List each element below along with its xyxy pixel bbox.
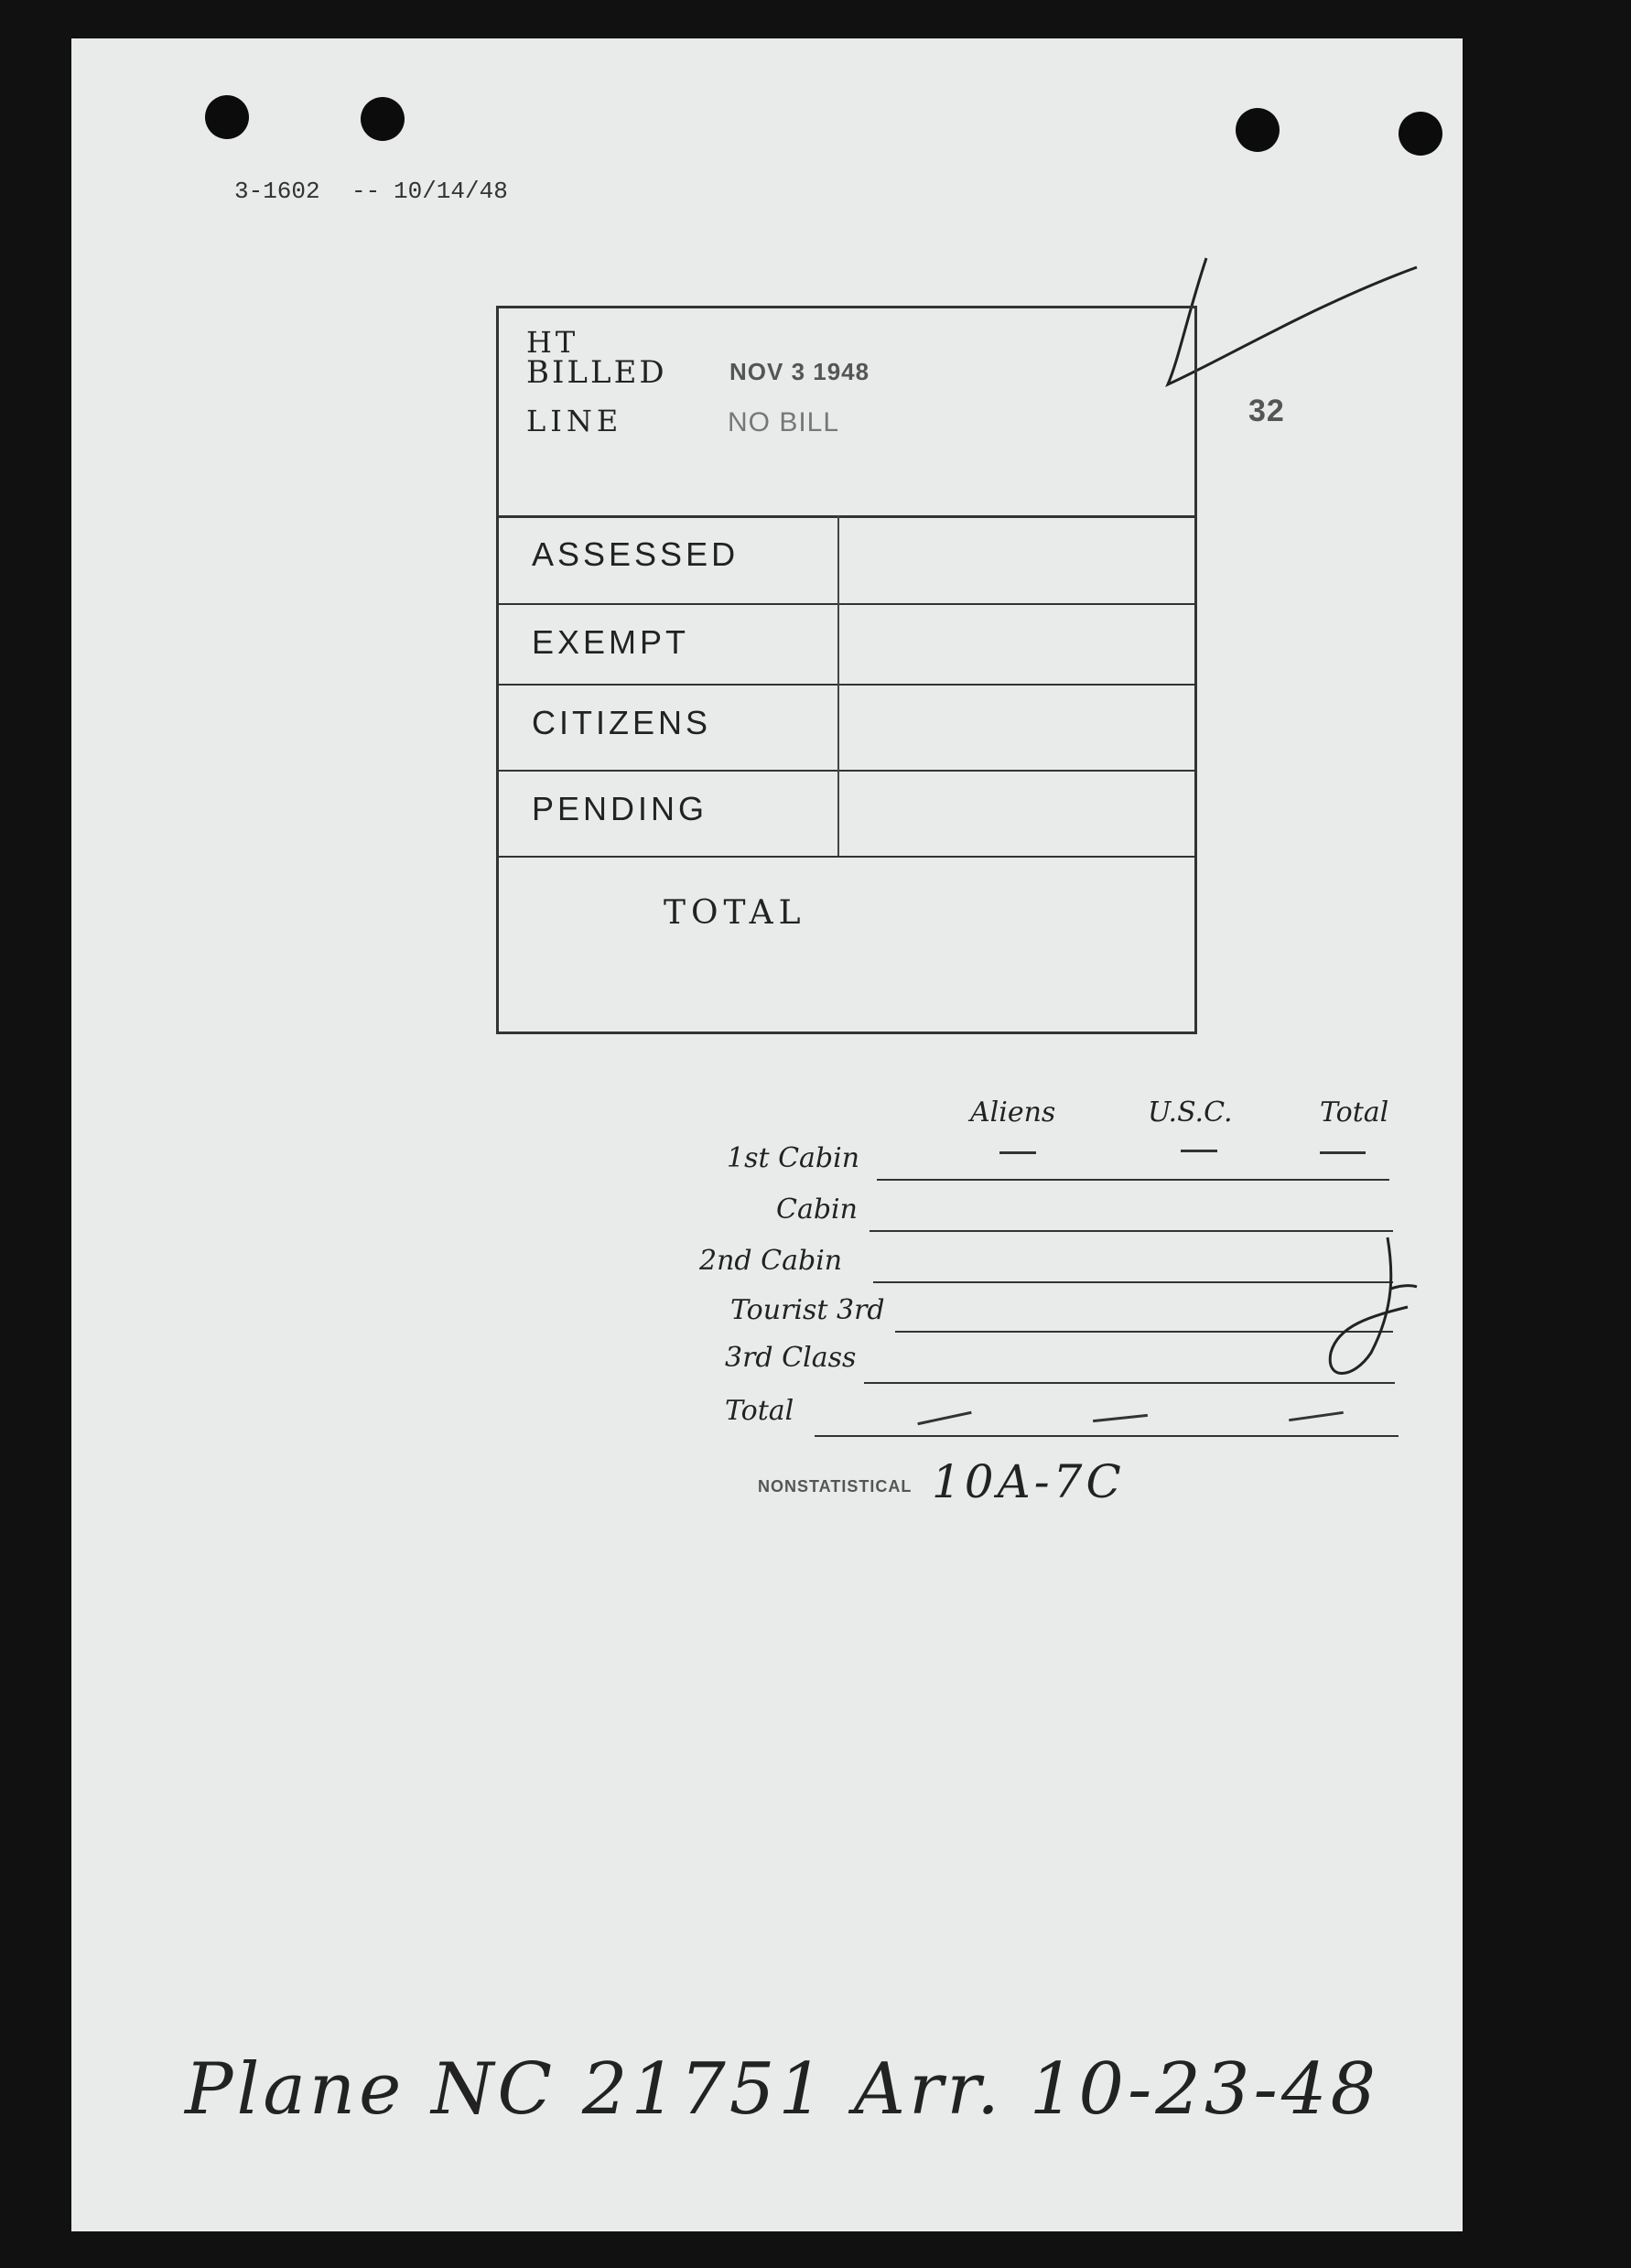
citizens-row (499, 684, 1194, 772)
column-header-usc: U.S.C. (1148, 1096, 1233, 1129)
no-bill-stamp: NO BILL (728, 407, 840, 437)
billed-date-stamp: NOV 3 1948 (729, 358, 870, 385)
class-row-label: 3rd Class (725, 1342, 857, 1374)
class-row-label: Cabin (776, 1193, 858, 1226)
class-row-label: 2nd Cabin (699, 1245, 843, 1277)
initials-signature-icon (1316, 1234, 1426, 1417)
nonstatistical-stamp: NONSTATISTICAL (758, 1477, 913, 1496)
check-mark-icon (1151, 221, 1499, 405)
pending-row (499, 770, 1194, 858)
billing-header (499, 308, 1194, 518)
document-page (71, 38, 1463, 2231)
header-date: 10/14/48 (394, 178, 508, 205)
column-header-aliens: Aliens (970, 1096, 1056, 1129)
punch-hole (361, 97, 405, 141)
ht-label: HT (526, 325, 579, 360)
footer-annotation: Plane NC 21751 Arr. 10-23-48 (185, 2048, 1380, 2131)
corner-number: 32 (1248, 394, 1285, 428)
line-label: LINE (526, 404, 623, 438)
column-header-total: Total (1320, 1096, 1389, 1129)
punch-hole (205, 95, 249, 139)
row-label: ASSESSED (532, 535, 740, 573)
nonstatistical-code: 10A-7C (932, 1455, 1125, 1508)
punch-hole (1236, 108, 1280, 152)
billed-label: BILLED (526, 354, 667, 391)
class-row-label: Total (725, 1395, 794, 1427)
class-row-label: Tourist 3rd (730, 1294, 885, 1326)
assessed-row (499, 515, 1194, 605)
punch-hole (1399, 112, 1442, 156)
row-label: PENDING (532, 790, 708, 827)
row-label: CITIZENS (532, 704, 712, 741)
total-label: TOTAL (664, 894, 806, 932)
billing-form-box (496, 306, 1197, 1034)
exempt-row (499, 603, 1194, 686)
row-label: EXEMPT (532, 623, 690, 661)
class-row-label: 1st Cabin (727, 1142, 860, 1174)
file-number: 3-1602 (234, 178, 320, 205)
header-separator: -- (351, 178, 381, 205)
